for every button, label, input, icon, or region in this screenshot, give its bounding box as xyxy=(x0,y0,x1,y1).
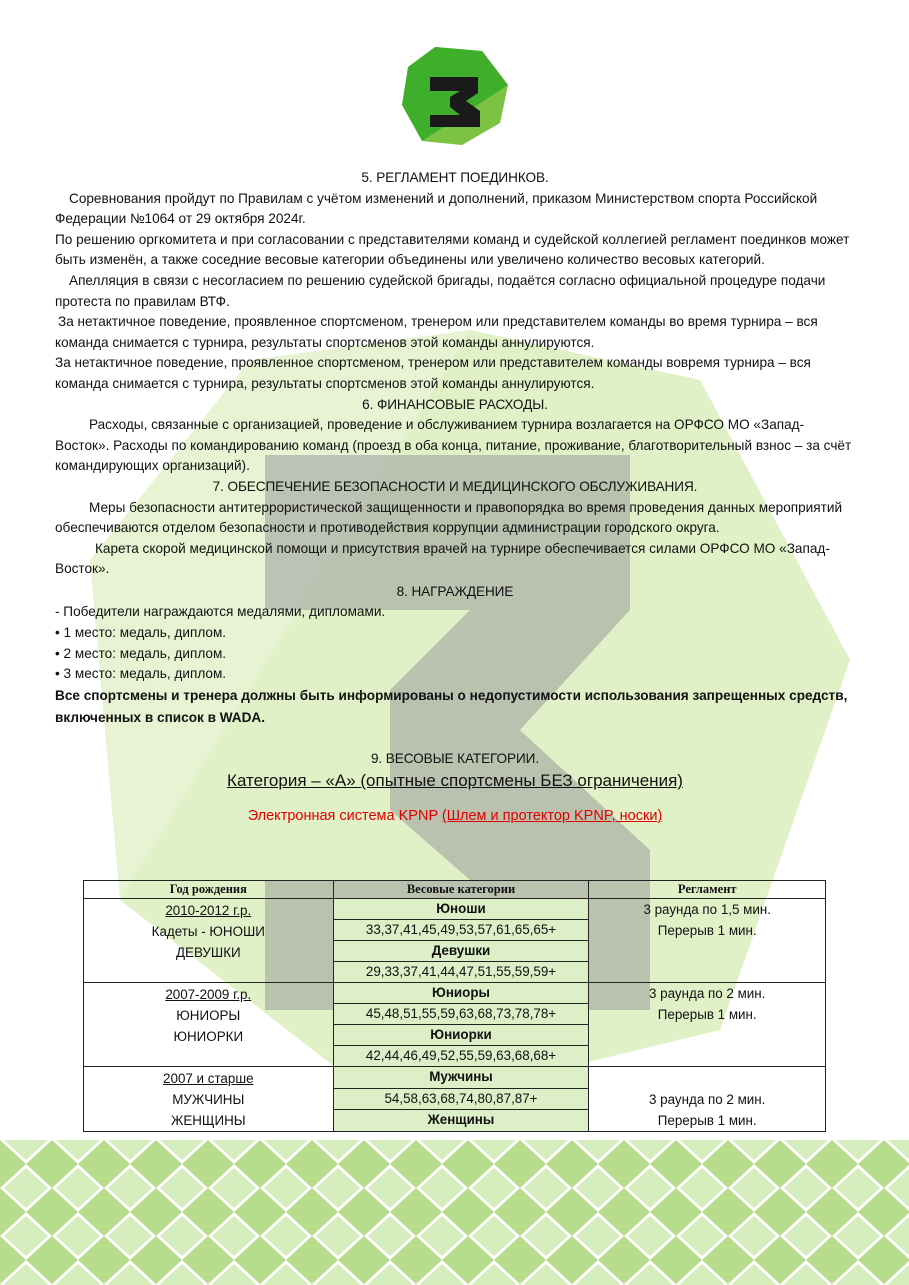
regulation-rounds: 3 раунда по 1,5 мин. xyxy=(643,902,771,917)
wada-warning: Все спортсмены и тренера должны быть информированы о недопустимости использования запрещенных средств, включенных в список в WADA. xyxy=(55,687,848,725)
group-name: ЮНИОРЫ xyxy=(176,1008,241,1023)
table-header: Регламент xyxy=(589,881,826,899)
section-6-title: 6. ФИНАНСОВЫЕ РАСХОДЫ. xyxy=(362,396,548,412)
table-header-row xyxy=(84,881,826,899)
section-5-paragraph: По решению оргкомитета и при согласовании с представителями команд и судейской коллегией регламент поединков может быть изменён, а также соседние весовые категории объединены или увеличено количество весовых категорий. xyxy=(55,231,850,268)
regulation-rounds: 3 раунда по 2 мин. xyxy=(649,986,766,1001)
category-title-cell: Юниорки xyxy=(333,1025,589,1046)
electronic-system-label: Электронная система KPNP xyxy=(247,808,442,825)
birth-year-cell xyxy=(84,1067,334,1132)
regulation-cell xyxy=(589,899,826,983)
birth-year-cell xyxy=(84,983,334,1067)
section-7-paragraph: Карета скорой медицинской помощи и присутствия врачей на турнире обеспечивается силами ОРФСО МО «Запад-Восток». xyxy=(55,540,830,577)
regulation-break: Перерыв 1 мин. xyxy=(657,1007,757,1022)
table-row xyxy=(84,1067,826,1089)
category-title-cell: Мужчины xyxy=(333,1067,589,1089)
award-line: • 1 место: медаль, диплом. xyxy=(55,625,227,641)
table-header: Год рождения xyxy=(84,881,334,899)
weights-cell: 42,44,46,49,52,55,59,63,68,68+ xyxy=(333,1046,589,1067)
section-7-title: 7. ОБЕСПЕЧЕНИЕ БЕЗОПАСНОСТИ И МЕДИЦИНСКОГО ОБСЛУЖИВАНИЯ. xyxy=(212,478,698,494)
category-title-cell: Женщины xyxy=(333,1110,589,1132)
category-title: Категория – «А» (опытные спортсмены БЕЗ ограничения) xyxy=(227,771,683,791)
weights-cell: 29,33,37,41,44,47,51,55,59,59+ xyxy=(333,962,589,983)
section-7-paragraph: Меры безопасности антитеррористической защищенности и правопорядка во время проведения данных мероприятий обеспечиваются отделом безопасности и противодействия коррупции администрации городского округа. xyxy=(55,499,843,536)
section-9-title: 9. ВЕСОВЫЕ КАТЕГОРИИ. xyxy=(370,750,540,766)
birth-year: 2007 и старше xyxy=(163,1071,254,1086)
regulation-break: Перерыв 1 мин. xyxy=(657,1113,757,1128)
group-name: ЮНИОРКИ xyxy=(173,1029,244,1044)
section-5-paragraph: За нетактичное поведение, проявленное спортсменом, тренером или представителем команды во время турнира – вся команда снимается с турнира, результаты спортсменов этой команды аннулируются. xyxy=(55,314,818,350)
table-row xyxy=(84,983,826,1004)
birth-year-cell xyxy=(84,899,334,983)
section-8-title: 8. НАГРАЖДЕНИЕ xyxy=(396,583,514,599)
document-body xyxy=(55,168,855,827)
table-row xyxy=(84,899,826,920)
group-name: ЖЕНЩИНЫ xyxy=(170,1113,246,1128)
birth-year: 2010-2012 г.р. xyxy=(165,903,252,918)
category-title-cell: Девушки xyxy=(333,941,589,962)
table-header: Весовые категории xyxy=(333,881,589,899)
category-title-cell: Юноши xyxy=(333,899,589,920)
bottom-triangle-pattern xyxy=(0,1140,909,1285)
weights-cell: 54,58,63,68,74,80,87,87+ xyxy=(333,1088,589,1110)
weights-cell: 33,37,41,45,49,53,57,61,65,65+ xyxy=(333,920,589,941)
group-name: МУЖЧИНЫ xyxy=(172,1092,245,1107)
section-5-paragraph: Соревнования пройдут по Правилам с учётом изменений и дополнений, приказом Министерством спорта Российской Федерации №1064 от 29 октября 2024г. xyxy=(55,190,818,227)
regulation-cell xyxy=(589,983,826,1067)
weight-categories-table xyxy=(83,880,826,1132)
regulation-break: Перерыв 1 мин. xyxy=(657,923,757,938)
electronic-system-title xyxy=(55,806,855,827)
section-5-paragraph: За нетактичное поведение, проявленное спортсменом, тренером или представителем команды вовремя турнира – вся команда снимается с турнира, результаты спортсменов этой команды аннулируются. xyxy=(55,355,811,391)
weights-cell: 45,48,51,55,59,63,68,73,78,78+ xyxy=(333,1004,589,1025)
award-line: • 2 место: медаль, диплом. xyxy=(55,645,227,661)
award-line: - Победители награждаются медалями, дипломами. xyxy=(55,604,386,620)
group-name: ДЕВУШКИ xyxy=(175,945,241,960)
section-5-paragraph: Апелляция в связи с несогласием по решению судейской бригады, подаётся согласно официальной процедуре подачи протеста по правилам ВТФ. xyxy=(55,272,826,309)
hexagon-logo-icon xyxy=(400,47,510,145)
section-6-paragraph: Расходы, связанные с организацией, проведение и обслуживанием турнира возлагается на ОРФСО МО «Запад-Восток». Расходы по командированию команд (проезд в оба конца, питание, проживание, благотворительный взнос – за счёт командирующих организаций). xyxy=(55,417,852,474)
section-5-title: 5. РЕГЛАМЕНТ ПОЕДИНКОВ. xyxy=(361,170,549,185)
birth-year: 2007-2009 г.р. xyxy=(165,987,252,1002)
regulation-rounds: 3 раунда по 2 мин. xyxy=(649,1092,766,1107)
group-name: Кадеты - ЮНОШИ xyxy=(151,924,265,939)
regulation-cell xyxy=(589,1067,826,1132)
award-line: • 3 место: медаль, диплом. xyxy=(55,666,227,682)
category-title-cell: Юниоры xyxy=(333,983,589,1004)
electronic-system-equipment: (Шлем и протектор KPNP, носки) xyxy=(441,808,663,825)
